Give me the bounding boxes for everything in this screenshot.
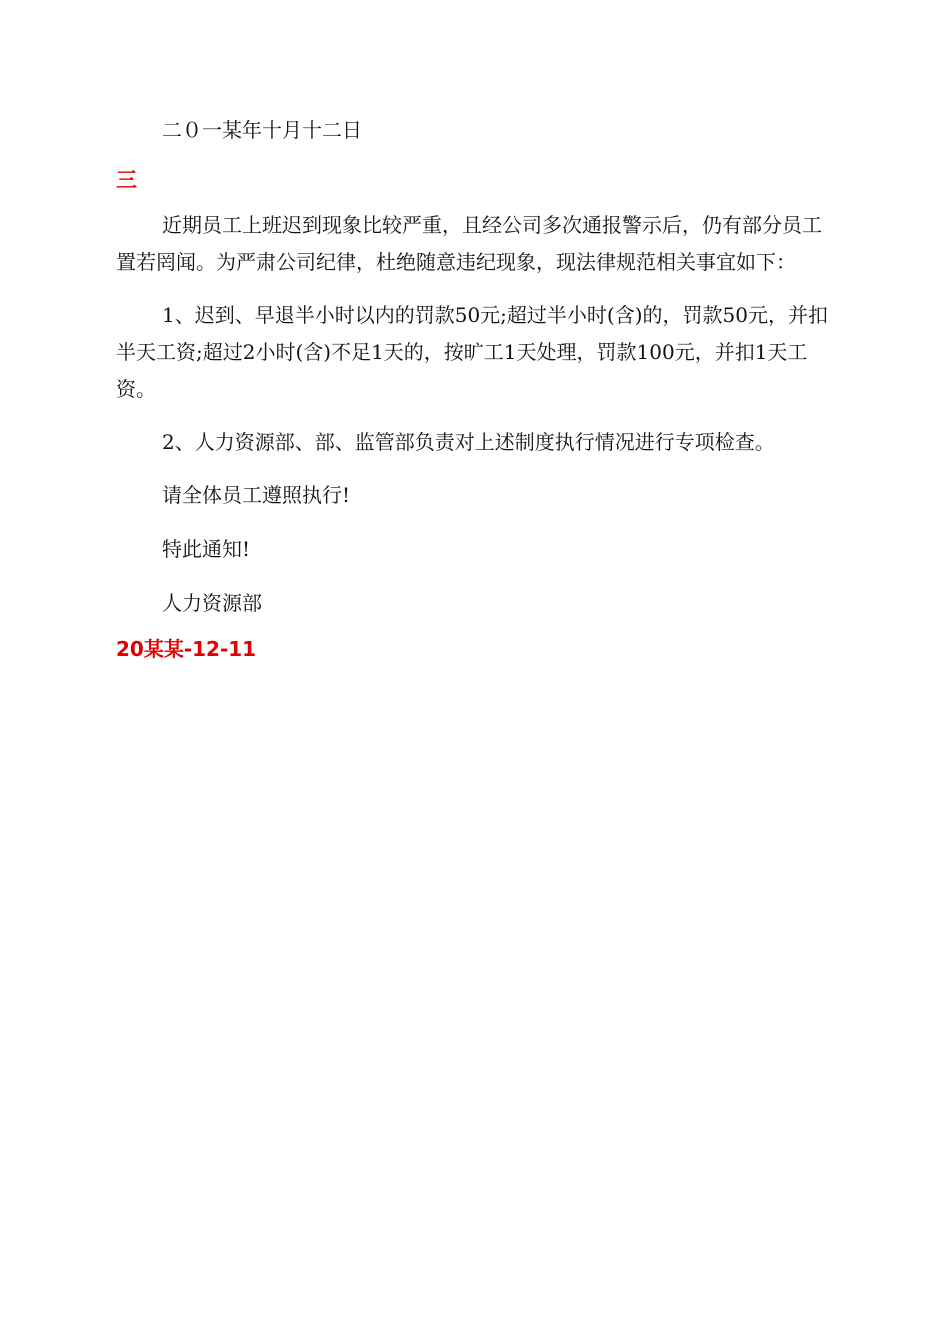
closing-notice: 特此通知! [162, 537, 251, 561]
rule-item-2: 2、人力资源部、部、监管部负责对上述制度执行情况进行专项检查。 [162, 430, 775, 454]
closing-instruction: 请全体员工遵照执行! [162, 483, 351, 507]
document-body [116, 112, 836, 664]
section-heading: 三 [116, 168, 137, 192]
footer-date: 20某某-12-11 [116, 637, 257, 661]
rule-item-1: 1、迟到、早退半小时以内的罚款50元;超过半小时(含)的，罚款50元，并扣半天工资;超过2小时(含)不足1天的，按旷工1天处理，罚款100元，并扣1天工资。 [116, 303, 828, 401]
intro-paragraph: 近期员工上班迟到现象比较严重，且经公司多次通报警示后，仍有部分员工置若罔闻。为严肃公司纪律，杜绝随意违纪现象，现法律规范相关事宜如下： [116, 213, 822, 274]
signature-department: 人力资源部 [162, 591, 262, 615]
issue-date: 二０一某年十月十二日 [162, 118, 362, 142]
